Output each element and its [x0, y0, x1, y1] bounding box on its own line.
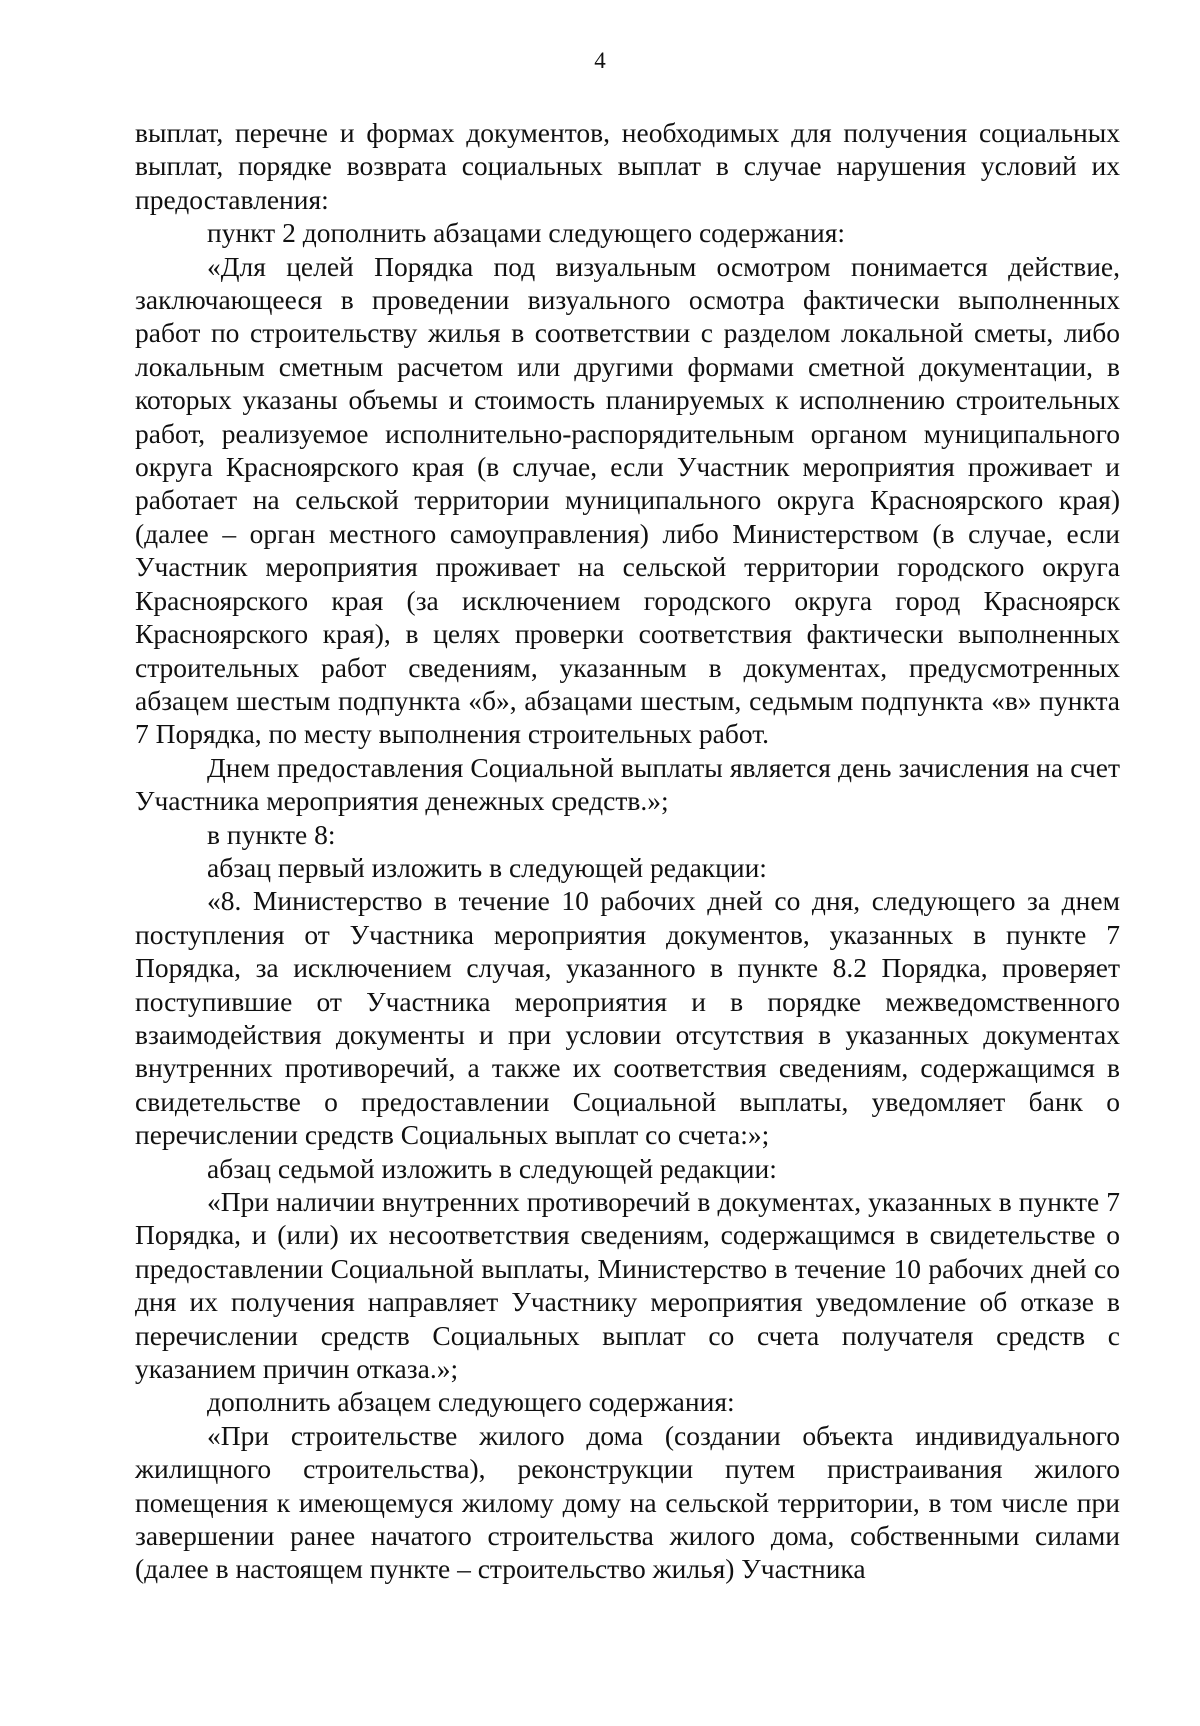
paragraph-point-8-heading: в пункте 8: [207, 818, 336, 850]
paragraph-refusal-text: «При наличии внутренних противоречий в документах, указанных в пункте 7 Порядка, и (или) их несоответствия сведениям, содержащимся в свидетельстве о предоставлении Социальной выплаты, Министерство в течение 10 рабочих дней со дня их получения направляет Участнику мероприятия уведомление об отказе в перечислении средств Социальных выплат со счета получателя средств с указанием причин отказа.»; [135, 1186, 1120, 1385]
document-body [135, 116, 1120, 1586]
paragraph-seventh-abzac-instruction: абзац седьмой изложить в следующей редакции: [207, 1152, 777, 1184]
paragraph-construction-text: «При строительстве жилого дома (создании объекта индивидуального жилищного строительства), реконструкции путем пристраивания жилого помещения к имеющемуся жилому дому на сельской территории, в том числе при завершении ранее начатого строительства жилого дома, собственными силами (далее в настоящем пункте – строительство жилья) Участника [135, 1419, 1120, 1585]
paragraph-point-8-text: «8. Министерство в течение 10 рабочих дней со дня, следующего за днем поступления от Участника мероприятия документов, указанных в пункте 7 Порядка, за исключением случая, указанного в пункте 8.2 Порядка, проверяет поступившие от Участника мероприятия и в порядке межведомственного взаимодействия документы и при условии отсутствия в указанных документах внутренних противоречий, а также их соответствия сведениям, содержащимся в свидетельстве о предоставлении Социальной выплаты, уведомляет банк о перечислении средств Социальных выплат со счета:»; [135, 885, 1120, 1151]
paragraph-visual-inspection-definition: «Для целей Порядка под визуальным осмотром понимается действие, заключающееся в проведении визуального осмотра фактически выполненных работ по строительству жилья в соответствии с разделом локальной сметы, либо локальным сметным расчетом или другими формами сметной документации, в которых указаны объемы и стоимость планируемых к исполнению строительных работ, реализуемое исполнительно-распорядительным органом муниципального округа Красноярского края (в случае, если Участник мероприятия проживает и работает на сельской территории муниципального округа Красноярского края) (далее – орган местного самоуправления) либо Министерством (в случае, если Участник мероприятия проживает на сельской территории городского округа Красноярского края (за исключением городского округа город Красноярск Красноярского края), в целях проверки соответствия фактически выполненных строительных работ сведениям, указанным в документах, предусмотренных абзацем шестым подпункта «б», абзацами шестым, седьмым подпункта «в» пункта 7 Порядка, по месту выполнения строительных работ. [135, 250, 1120, 750]
paragraph-add-abzac-instruction: дополнить абзацем следующего содержания: [207, 1386, 735, 1418]
paragraph-payment-day: Днем предоставления Социальной выплаты является день зачисления на счет Участника мероприятия денежных средств.»; [135, 751, 1120, 817]
page-number: 4 [594, 48, 606, 73]
paragraph-amendment-point-2: пункт 2 дополнить абзацами следующего содержания: [207, 217, 846, 249]
paragraph-continuation: выплат, перечне и формах документов, необходимых для получения социальных выплат, порядке возврата социальных выплат в случае нарушения условий их предоставления: [135, 117, 1120, 215]
paragraph-first-abzac-instruction: абзац первый изложить в следующей редакции: [207, 851, 767, 883]
